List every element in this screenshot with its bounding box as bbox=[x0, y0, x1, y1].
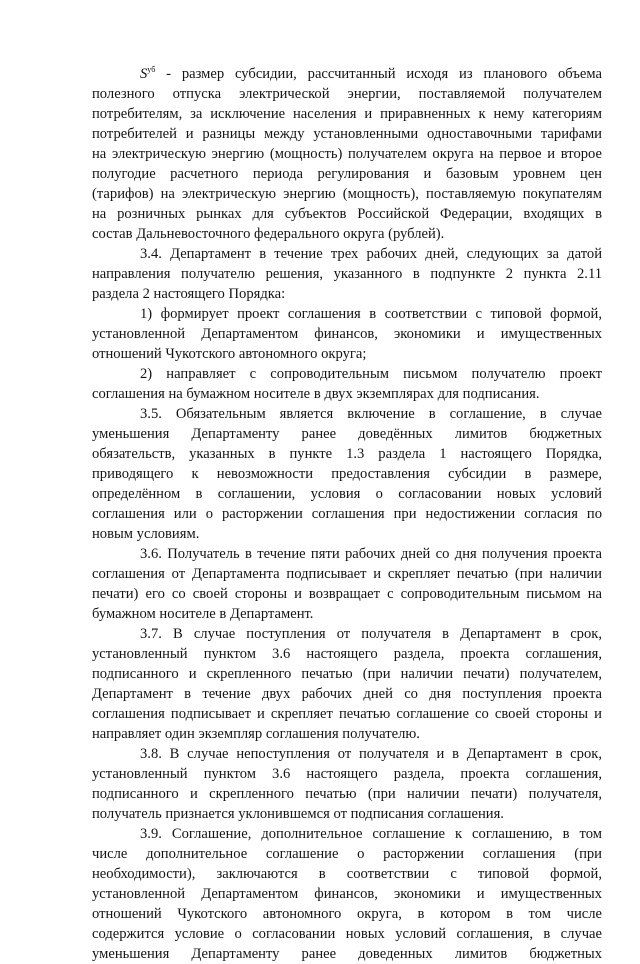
text-line: приводящего к невозможности предоставления субсидии в размере, bbox=[92, 466, 602, 482]
formula-symbol: S bbox=[140, 66, 148, 82]
text-line: на электрическую энергию (мощность) получателем округа на первое и второе bbox=[92, 146, 602, 162]
text-line: бумажном носителе в Департамент. bbox=[92, 606, 314, 622]
text-line: 3.6. Получатель в течение пяти рабочих дней со дня получения проекта bbox=[140, 546, 602, 562]
text-line: отношений Чукотского автономного округа; bbox=[92, 346, 367, 362]
text-line: соглашения на бумажном носителе в двух экземплярах для подписания. bbox=[92, 386, 540, 402]
paragraph-3-8 bbox=[92, 744, 602, 824]
text-line: 3.8. В случае непоступления от получателя и в Департамент в срок, bbox=[140, 746, 602, 762]
text-line: потребителям, за исключение населения и приравненных к нему категориям bbox=[92, 106, 602, 122]
paragraph-3-4 bbox=[92, 244, 602, 304]
text-line: состав Дальневосточного федерального округа (рублей). bbox=[92, 226, 445, 242]
text-line: 3.7. В случае поступления от получателя в Департамент в срок, bbox=[140, 626, 602, 642]
paragraph-3-9 bbox=[92, 824, 602, 964]
text-line: отношений Чукотского автономного округа, в котором в том числе bbox=[92, 906, 602, 922]
text-line: установленной Департаментом финансов, экономики и имущественных bbox=[92, 886, 602, 902]
text-line: определённом в соглашении, условия о согласовании новых условий bbox=[92, 486, 602, 502]
text-line: 3.9. Соглашение, дополнительное соглашение к соглашению, в том bbox=[140, 826, 602, 842]
text-line: 3.4. Департамент в течение трех рабочих дней, следующих за датой bbox=[140, 246, 602, 262]
text-line: подписанного и скрепленного печатью (при наличии печати) получателем, bbox=[92, 666, 602, 682]
text-line: установленной Департаментом финансов, экономики и имущественных bbox=[92, 326, 602, 342]
text-line: печати) его со своей стороны и возвращает с сопроводительным письмом на bbox=[92, 586, 602, 602]
text-line: уменьшения Департаменту ранее доведенных лимитов бюджетных bbox=[92, 946, 602, 962]
text-line: полезного отпуска электрической энергии, поставляемой получателем bbox=[92, 86, 602, 102]
paragraph-3-4-item-2 bbox=[92, 364, 602, 404]
text-line: $S^{уб}$ - размер субсидии, рассчитанный исходя из планового объема bbox=[140, 65, 602, 82]
text-line: соглашения подписывает и скрепляет печатью соглашение со своей стороны и bbox=[92, 706, 602, 722]
text-line: необходимости), заключаются в соответствии с типовой формой, bbox=[92, 866, 602, 882]
text-line: (тарифов) на электрическую энергию (мощность), поставляемую покупателям bbox=[92, 186, 602, 202]
text-line: новым условиям. bbox=[92, 526, 200, 542]
text-line: установленный пунктом 3.6 настоящего раздела, проекта соглашения, bbox=[92, 646, 602, 662]
text-line: на розничных рынках для субъектов Российской Федерации, входящих в bbox=[92, 206, 602, 222]
paragraph-3-4-item-1 bbox=[92, 304, 602, 364]
text-line: раздела 2 настоящего Порядка: bbox=[92, 286, 286, 302]
document-page bbox=[92, 64, 602, 964]
text-line: 3.5. Обязательным является включение в соглашение, в случае bbox=[140, 406, 602, 422]
text-line: соглашения от Департамента подписывает и скрепляет печатью (при наличии bbox=[92, 566, 602, 582]
paragraph-definition bbox=[92, 64, 602, 244]
text-line: 1) формирует проект соглашения в соответствии с типовой формой, bbox=[140, 306, 602, 322]
text-line: полугодие расчетного периода регулирования и базовым уровнем цен bbox=[92, 166, 602, 182]
text-line: потребителей и разницы между установленными одноставочными тарифами bbox=[92, 126, 602, 142]
text-line: подписанного и скрепленного печатью (при наличии печати) получателя, bbox=[92, 786, 602, 802]
text-line: числе дополнительное соглашение о расторжении соглашения (при bbox=[92, 846, 602, 862]
text-line: установленный пунктом 3.6 настоящего раздела, проекта соглашения, bbox=[92, 766, 602, 782]
text-line: Департамент в течение двух рабочих дней со дня поступления проекта bbox=[92, 686, 602, 702]
text-line: 2) направляет с сопроводительным письмом получателю проект bbox=[140, 366, 602, 382]
text-line: обязательств, указанных в пункте 1.3 раздела 1 настоящего Порядка, bbox=[92, 446, 602, 462]
text-line: уменьшения Департаменту ранее доведённых лимитов бюджетных bbox=[92, 426, 602, 442]
paragraph-3-6 bbox=[92, 544, 602, 624]
paragraph-3-7 bbox=[92, 624, 602, 744]
formula-superscript: уб bbox=[147, 65, 156, 74]
text-line: соглашения или о расторжении соглашения при недостижении согласия по bbox=[92, 506, 602, 522]
text-line: направления получателю решения, указанного в подпункте 2 пункта 2.11 bbox=[92, 266, 602, 282]
text-line: содержится условие о согласовании новых условий соглашения, в случае bbox=[92, 926, 602, 942]
text-line: направляет один экземпляр соглашения получателю. bbox=[92, 726, 420, 742]
paragraph-3-5 bbox=[92, 404, 602, 544]
text-line: получатель признается уклонившемся от подписания соглашения. bbox=[92, 806, 504, 822]
